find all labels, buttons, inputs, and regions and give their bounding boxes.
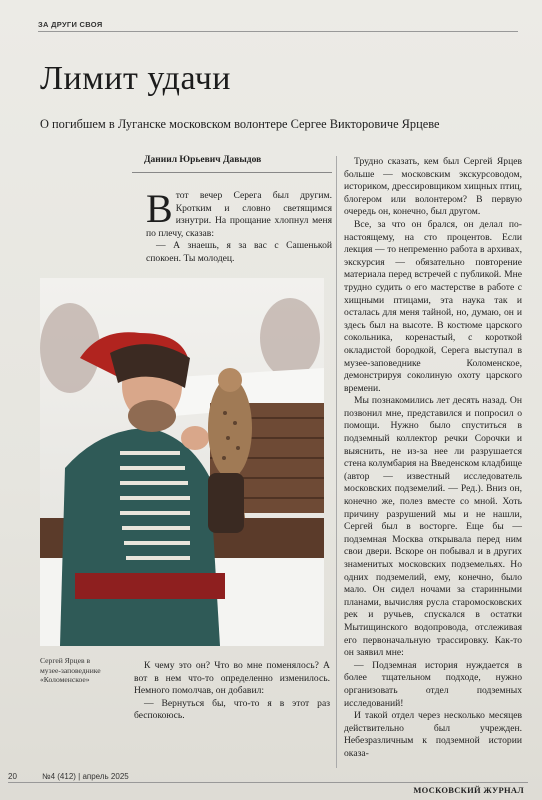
issue-info: №4 (412) | апрель 2025 (42, 772, 129, 781)
right-paragraph-1: Трудно сказать, кем был Сергей Ярцев больше — московским экскурсоводом, историком, дрессировщиком хищных птиц, блогером или волонтером? В первую очередь он, конечно, был другом. (344, 156, 522, 218)
journal-name: МОСКОВСКИЙ ЖУРНАЛ (413, 785, 524, 795)
right-paragraph-5: И такой отдел через несколько месяцев действительно был учрежден. Небезразличным к подземной истории оказа- (344, 710, 522, 759)
footer-rule (8, 782, 528, 783)
article-subtitle: О погибшем в Луганске московском волонтере Сергее Викторовиче Ярцеве (40, 117, 440, 131)
left-bottom-column (134, 660, 330, 723)
article-author: Даниил Юрьевич Давыдов (144, 155, 262, 165)
column-divider (336, 156, 337, 768)
right-paragraph-2: Все, за что он брался, он делал по-настоящему, на сто процентов. Если лекция — то непременно работа в архивах, экскурсия — обязательно повторение материала перед встречей с публикой. Мне трудно судить о его мастерстве в работе с хищными птицами, эта наука так и осталась для меня тайной, но, думаю, он и здесь был на высоте. В костюме царского сокольника, коренастый, с короткой окладистой бородкой, Серега выступал в музее-заповеднике Коломенское, демонстрируя соколиную охоту царского времени. (344, 218, 522, 394)
drop-cap: В (146, 186, 173, 231)
left-paragraph-2: — Вернуться бы, что-то я в этот раз беспокоюсь. (134, 697, 330, 722)
right-column (344, 156, 522, 761)
section-label: ЗА ДРУГИ СВОЯ (38, 20, 103, 29)
article-title: Лимит удачи (40, 60, 232, 97)
page-number: 20 (8, 772, 17, 781)
header-rule (38, 31, 518, 32)
left-paragraph-1: К чему это он? Что во мне поменялось? А вот в нем что-то определенно изменилось. Немного помолчав, он добавил: (134, 660, 330, 697)
intro-column (146, 186, 332, 266)
photo-caption: Сергей Ярцев в музее-заповеднике «Коломенское» (40, 656, 101, 684)
right-paragraph-4: — Подземная история нуждается в более тщательном подходе, нужно организовать отдел подземных исследований! (344, 659, 522, 709)
intro-paragraph: тот вечер Серега был другим. Кротким и словно светящимся изнутри. На прощание хлопнул меня по плечу, сказав: (146, 190, 332, 239)
intro-quote: — А знаешь, я за вас с Сашенькой спокоен. Ты молодец. (146, 240, 332, 264)
author-rule (132, 172, 332, 173)
right-paragraph-3: Мы познакомились лет десять назад. Он позвонил мне, представился и попросил о помощи. Нужно было спуститься в подземный коллектор речки Сорочки и выяснить, не из-за нее ли разрушается стена колумбария на Введенском кладбище (автор — известный исследователь московских подземелий. — Ред.). Вниз он, конечно же, полез вместе со мной. Хоть причину разрушений мы и не нашли, Сергей был в восторге. Еще бы — подземная Москва открывала перед ним свои двери. Вскоре он побывал и в других знаменитых московских подземельях. Но одних подземелий, ему, конечно, было мало. Он сидел ночами за старинными планами, вычисляя русла старомосковских рек и ручьев, спускался в остатки Мытищинского водопровода, отслеживая его первоначальную трассировку. Как-то он заявил мне: (344, 395, 522, 659)
falconer-photo (40, 278, 324, 646)
